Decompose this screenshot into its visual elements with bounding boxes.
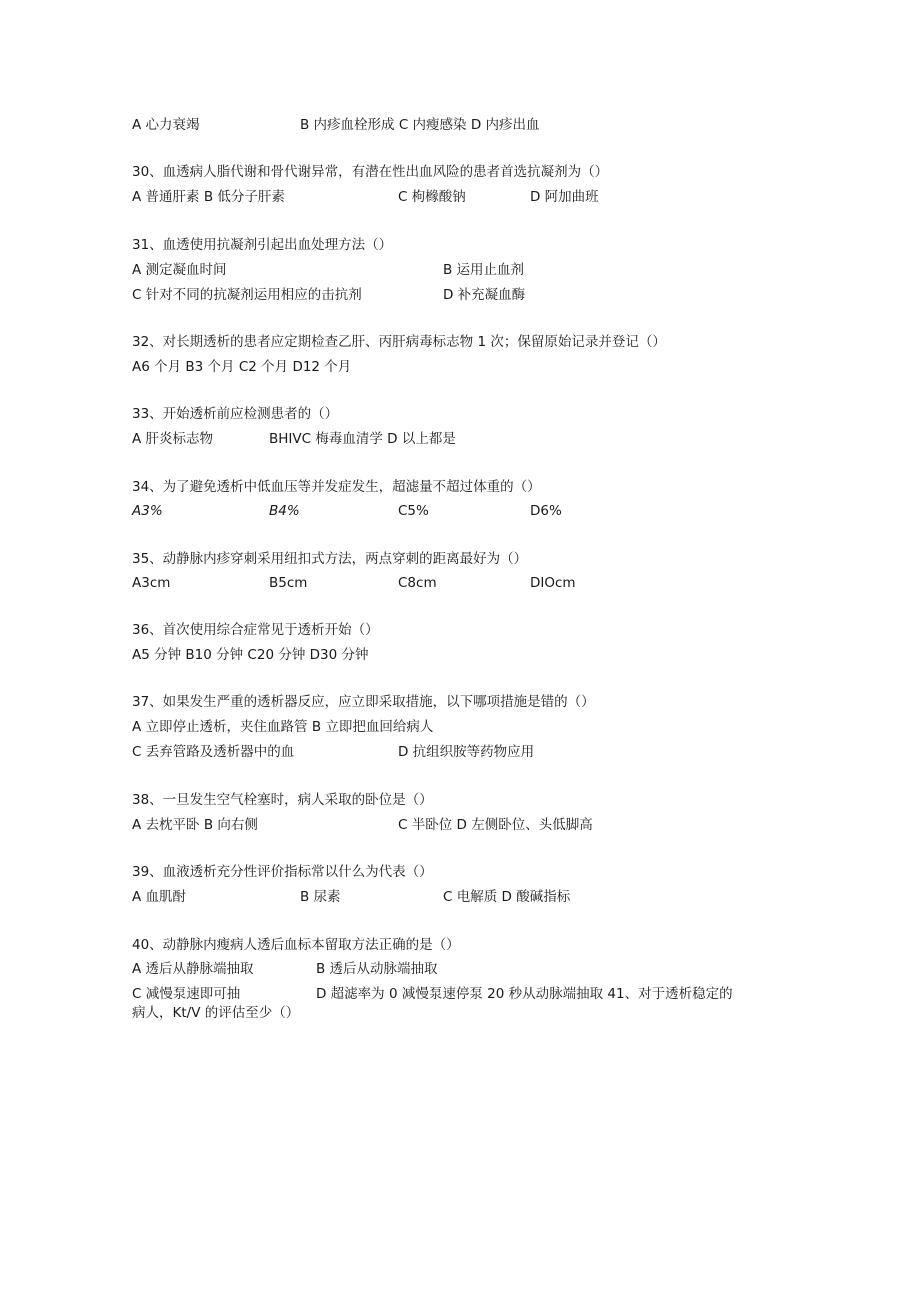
question-37: 37、如果发生严重的透析器反应，应立即采取措施，以下哪项措施是错的（）: [132, 694, 595, 710]
question-30: 30、血透病人脂代谢和骨代谢异常，有潜在性出血风险的患者首选抗凝剂为（）: [132, 164, 609, 180]
option-c: C 丢弃管路及透析器中的血: [132, 744, 295, 760]
question-31: 31、血透使用抗凝剂引起出血处理方法（）: [132, 237, 393, 253]
option-a: A 心力衰竭: [132, 117, 200, 133]
question-34: 34、为了避免透析中低血压等并发症发生，超滤量不超过体重的（）: [132, 479, 541, 495]
option-b: B5cm: [269, 575, 308, 591]
option-c: C 针对不同的抗凝剂运用相应的击抗剂: [132, 287, 362, 303]
option-d: D 补充凝血酶: [443, 287, 526, 303]
question-40: 40、动静脉内瘦病人透后血标本留取方法正确的是（）: [132, 937, 460, 953]
option-b: B4%: [269, 503, 300, 519]
option-a: A3cm: [132, 575, 171, 591]
options-line-q36: A5 分钟 B10 分钟 C20 分钟 D30 分钟: [132, 647, 369, 663]
option-c: C 减慢泵速即可抽: [132, 986, 241, 1002]
question-39: 39、血液透析充分性评价指标常以什么为代表（）: [132, 864, 433, 880]
options-line-q32: A6 个月 B3 个月 C2 个月 D12 个月: [132, 359, 352, 375]
option-c: C 枸橼酸钠: [398, 189, 466, 205]
option-b-c-d: BHIVC 梅毒血清学 D 以上都是: [269, 431, 456, 447]
option-b: B 透后从动脉端抽取: [316, 961, 438, 977]
question-41-continued: 病人，Kt/V 的评估至少（）: [132, 1005, 300, 1021]
option-d: D6%: [530, 503, 562, 519]
question-38: 38、一旦发生空气栓塞时，病人采取的卧位是（）: [132, 792, 433, 808]
option-b: B 尿素: [300, 889, 341, 905]
option-d: DIOcm: [530, 575, 576, 591]
option-b: B 运用止血剂: [443, 262, 525, 278]
option-d: D 抗组织胺等药物应用: [398, 744, 535, 760]
option-a: A3%: [132, 503, 163, 519]
option-c-d: C 半卧位 D 左侧卧位、头低脚高: [398, 817, 593, 833]
option-d-and-question-41: D 超滤率为 0 减慢泵速停泵 20 秒从动脉端抽取 41、对于透析稳定的: [316, 986, 733, 1002]
option-a: A 透后从静脉端抽取: [132, 961, 254, 977]
option-a-b: A 去枕平卧 B 向右侧: [132, 817, 258, 833]
option-c-d: C 电解质 D 酸碱指标: [443, 889, 571, 905]
question-33: 33、开始透析前应检测患者的（）: [132, 406, 339, 422]
option-a-b: A 普通肝素 B 低分子肝素: [132, 189, 285, 205]
option-c: C5%: [398, 503, 429, 519]
option-b-c-d: B 内疹血栓形成 C 内瘦感染 D 内疹出血: [300, 117, 540, 133]
question-35: 35、动静脉内疹穿刺采用纽扣式方法，两点穿刺的距离最好为（）: [132, 551, 528, 567]
option-c: C8cm: [398, 575, 437, 591]
question-36: 36、首次使用综合症常见于透析开始（）: [132, 622, 379, 638]
question-32: 32、对长期透析的患者应定期检查乙肝、丙肝病毒标志物 1 次；保留原始记录并登记（）: [132, 334, 666, 350]
option-a: A 测定凝血时间: [132, 262, 227, 278]
option-a: A 肝炎标志物: [132, 431, 214, 447]
option-a: A 血肌酎: [132, 889, 187, 905]
options-line-q37-1: A 立即停止透析，夹住血路管 B 立即把血回给病人: [132, 719, 434, 735]
option-d: D 阿加曲班: [530, 189, 599, 205]
